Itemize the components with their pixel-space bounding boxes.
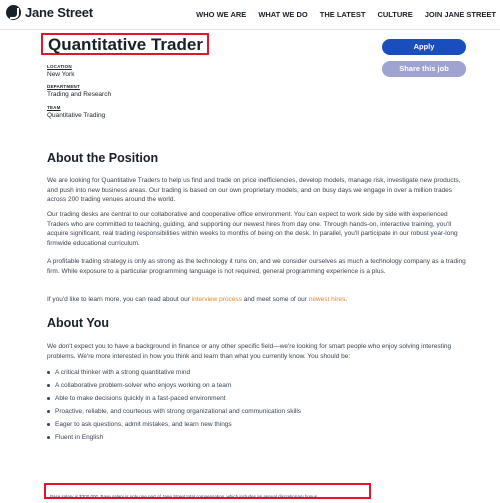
nav-item-what-we-do[interactable]: WHAT WE DO <box>258 10 308 19</box>
job-location <box>47 64 74 78</box>
list-item: Fluent in English <box>47 431 301 444</box>
job-team <box>47 105 105 119</box>
nav-item-join-jane-street[interactable]: JOIN JANE STREET <box>424 10 496 19</box>
position-paragraph-3: A profitable trading strategy is only as strong as the technology it runs on, and we consider ourselves as much a technology company as a trading firm. While exposure to a particular programming language is not required, general programming experience is a plus. <box>47 258 466 275</box>
qualities-list <box>47 366 301 444</box>
team-label: TEAM <box>47 105 61 110</box>
position-paragraph-1: We are looking for Quantitative Traders to help us find and trade on price inefficiencies, develop models, manage risk, investigate new products, and push into new business areas. Our trading is based on our own proprietary models, and on busy days we engage in over a million trades across 200 trading venues around the world. <box>47 177 461 203</box>
apply-button[interactable]: Apply <box>382 39 466 55</box>
about-you-heading: About You <box>47 316 110 330</box>
about-you-intro: We don't expect you to have a background in finance or any other specific field—we're looking for smart people who enjoy solving interesting problems. We're more interested in how you think and learn than what you currently know. You should be: <box>47 343 452 360</box>
list-item: Able to make decisions quickly in a fast-paced environment <box>47 392 301 405</box>
position-paragraph-4 <box>47 295 467 305</box>
nav-item-who-we-are[interactable]: WHO WE ARE <box>196 10 247 19</box>
list-item: A critical thinker with a strong quantitative mind <box>47 366 301 379</box>
list-item: A collaborative problem-solver who enjoys working on a team <box>47 379 301 392</box>
share-job-button[interactable]: Share this job <box>382 61 466 77</box>
team-value: Quantitative Trading <box>47 112 106 119</box>
list-item: Proactive, reliable, and courteous with strong organizational and communication skills <box>47 405 301 418</box>
nav-item-culture[interactable]: CULTURE <box>377 10 413 19</box>
brand-logo[interactable] <box>6 5 93 20</box>
meet-hires-text: and meet some of our <box>241 296 309 303</box>
location-label: LOCATION <box>47 64 72 69</box>
learn-more-text: If you'd like to learn more, you can read about our <box>47 296 192 303</box>
interview-process-link[interactable]: interview process <box>191 296 242 303</box>
paragraph-end-punctuation: . <box>345 296 348 303</box>
list-item: Eager to ask questions, admit mistakes, and learn new things <box>47 418 301 431</box>
job-department <box>47 84 111 98</box>
department-value: Trading and Research <box>47 91 112 98</box>
salary-text: Base salary is $300,000. Base salary is only one part of Jane Street total compensation, which includes an annual discretionary bonus. <box>50 494 319 499</box>
location-value: New York <box>47 71 75 78</box>
nav-item-the-latest[interactable]: THE LATEST <box>319 10 366 19</box>
job-title: Quantitative Trader <box>48 35 203 54</box>
newest-hires-link[interactable]: newest hires <box>308 296 346 303</box>
top-navigation-bar <box>0 0 500 30</box>
brand-name: Jane Street <box>25 5 93 20</box>
salary-highlight-box <box>44 483 371 499</box>
position-paragraph-2: Our trading desks are central to our collaborative and cooperative office environment. You can expect to work side by side with experienced Traders who are committed to teaching, guiding, and supporting our newest hires from day one. Through hands-on, interactive training, you'll acquire significant, real trading responsibilities within weeks to months of being on the desk. In parallel, you'll participate in our robust year-long firmwide educational curriculum. <box>47 211 458 247</box>
about-position-heading: About the Position <box>47 151 159 165</box>
department-label: DEPARTMENT <box>47 84 80 89</box>
main-nav <box>196 10 496 19</box>
job-title-highlight-box <box>41 33 209 55</box>
jane-street-logo-icon <box>6 5 21 20</box>
